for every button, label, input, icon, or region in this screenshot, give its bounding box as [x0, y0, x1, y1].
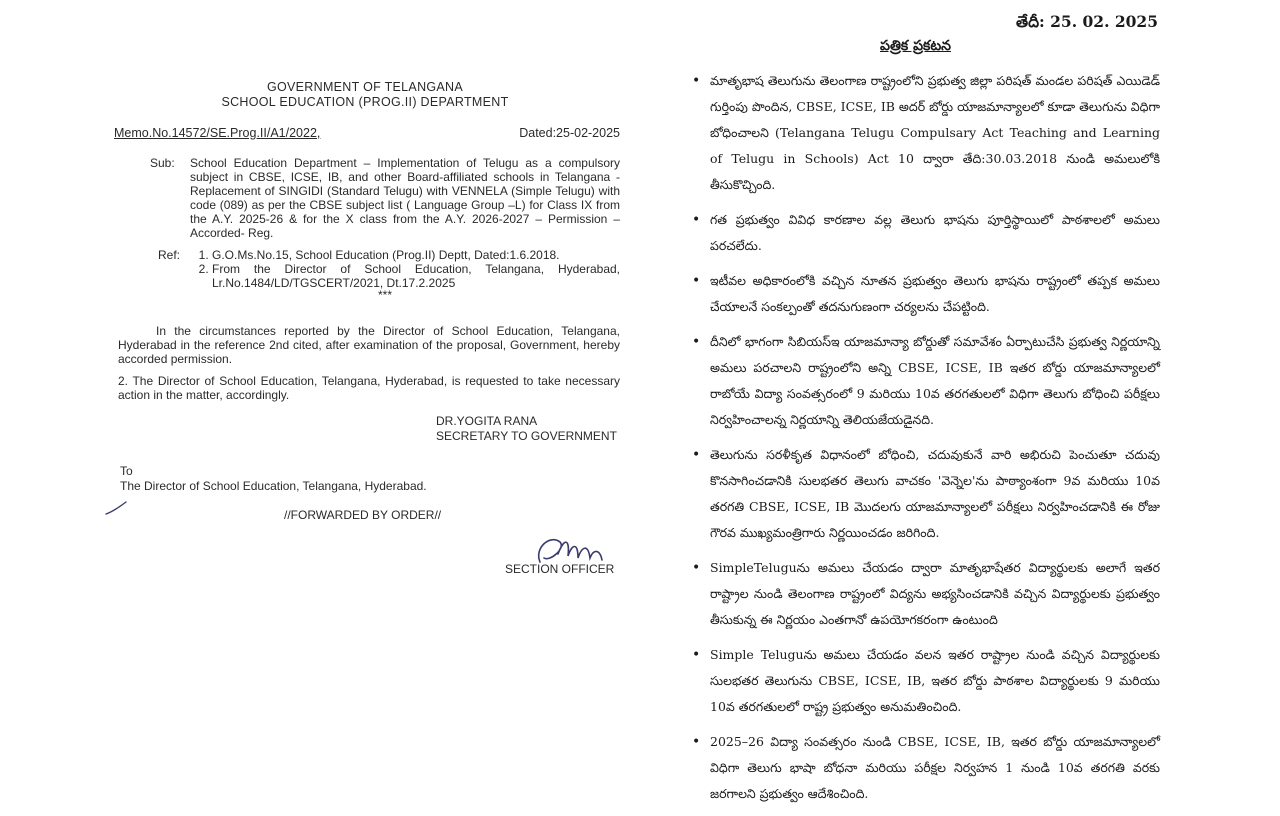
press-point: • మాతృభాష తెలుగును తెలంగాణ రాష్ట్రంలోని ప్రభుత్వ జిల్లా పరిషత్ మండల పరిషత్ ఎయిడెడ్ గుర్తింపు పొందిన, CBSE, ICSE, IB అదర్ బోర్డు యాజమాన్యాలలో కూడా తెలుగును విధిగా బోధించాలని (Telangana Telugu Compulsary Act Teaching and Learning of Telugu in Schools) Act 10 ద్వారా తేది:30.03.2018 నుండి అమలులోకి తీసుకొచ్చింది. [690, 68, 1160, 198]
press-point: • 2025–26 విద్యా సంవత్సరం నుండి CBSE, ICSE, IB, ఇతర బోర్డు యాజమాన్యాలలో విధిగా తెలుగు భాషా బోధనా మరియు పరీక్షల నిర్వహన 1 నుండి 10వ తరగతి వరకు జరగాలని ప్రభుత్వం ఆదేశించింది. [690, 729, 1160, 807]
press-date: తేదీ: 25. 02. 2025 [1016, 12, 1158, 31]
press-point: • Simple Teluguను అమలు చేయడం వలన ఇతర రాష్ట్రాల నుండి వచ్చిన విద్యార్థులకు సులభతర తెలుగును CBSE, ICSE, IB, ఇతర బోర్డు పాఠశాల విద్యార్థులకు 9 మరియు 10వ తరగతులలో రాష్ట్ర ప్రభుత్వం అనుమతించింది. [690, 642, 1160, 720]
government-memo [110, 80, 620, 578]
signature-block [110, 414, 620, 444]
memo-subject [110, 156, 620, 240]
memo-number: Memo.No.14572/SE.Prog.II/A1/2022, [114, 126, 321, 140]
memo-paragraph-2: 2. The Director of School Education, Telangana, Hyderabad, is requested to take necessary action in the matter, accordingly. [118, 374, 620, 402]
signatory-designation: SECRETARY TO GOVERNMENT [436, 429, 617, 443]
press-points [690, 68, 1160, 816]
press-point: • SimpleTeluguను అమలు చేయడం ద్వారా మాతృభాషేతర విద్యార్థులకు అలాగే ఇతర రాష్ట్రాల నుండి తెలంగాణ రాష్ట్రంలో విద్యను అభ్యసించడానికి వచ్చిన విద్యార్థులకు ప్రభుత్వం తీసుకున్న ఈ నిర్ణయం ఎంతగానో ఉపయోగకరంగా ఉంటుంది [690, 555, 1160, 633]
signatory-name: DR.YOGITA RANA [436, 414, 538, 428]
pen-tick-mark [104, 498, 134, 518]
reference-item: 2. From the Director of School Education, Telangana, Hyderabad, Lr.No.1484/LD/TGSCERT/2021, Dt.17.2.2025 [212, 262, 620, 290]
addressee: The Director of School Education, Telangana, Hyderabad. [120, 479, 427, 493]
press-point: • ఇటీవల అధికారంలోకి వచ్చిన నూతన ప్రభుత్వం తెలుగు భాషను రాష్ట్రంలో తప్పక అమలు చేయాలనే సంకల్పంతో తదనుగుణంగా చర్యలను చేపట్టింది. [690, 268, 1160, 320]
government-name: GOVERNMENT OF TELANGANA [266, 80, 464, 94]
reference-item: 1. G.O.Ms.No.15, School Education (Prog.II) Deptt, Dated:1.6.2018. [212, 248, 620, 262]
memo-paragraph-1: In the circumstances reported by the Director of School Education, Telangana, Hyderabad in the reference 2nd cited, after examination of the proposal, Government, hereby accorded permission. [118, 324, 620, 366]
section-officer-title: SECTION OFFICER [505, 562, 615, 576]
press-title: పత్రిక ప్రకటన [880, 38, 951, 54]
section-officer-block [110, 528, 620, 578]
forwarded-by-order: //FORWARDED BY ORDER// [284, 508, 442, 522]
subject-text: School Education Department – Implementation of Telugu as a compulsory subject in CBSE, ICSE, IB, and other Board-affiliated schools in Telangana - Replacement of SINGIDI (Standard Telugu) with VENNELA (Simple Telugu) with code (089) as per the CBSE subject list ( Language Group –L) for Class IX from the A.Y. 2025-26 & for the X class from the A.Y. 2026-2027 – Permission – Accorded- Reg. [190, 156, 620, 240]
reference-label: Ref: [158, 248, 181, 262]
memo-references [110, 248, 620, 290]
to-label: To [120, 464, 133, 478]
press-point: • తెలుగును సరళీకృత విధానంలో బోధించి, చదువుకునే వారి అభిరుచి పెంచుతూ చదువు కొనసాగించడానికి సులభతర తెలుగు వాచకం 'వెన్నెల'ను పాఠ్యాంశంగా 9వ మరియు 10వ తరగతి CBSE, ICSE, IB మొదలగు యాజమాన్యాలలో పరీక్షలు నిర్వహించడానికి ఈ రోజు గౌరవ ముఖ్యమంత్రిగారు నిర్ణయించడం జరిగింది. [690, 442, 1160, 546]
press-point: • దీనిలో భాగంగా సిబియస్ఇ యాజమాన్యా బోర్డుతో సమావేశం ఏర్పాటుచేసి ప్రభుత్వ నిర్ణయాన్ని అమలు పరచాలని రాష్ట్రంలోని అన్ని CBSE, ICSE, IB ఇతర బోర్డు యాజమాన్యాలలో రాబోయే విద్యా సంవత్సరంలో 9 మరియు 10వ తరగతులలో విధిగా తెలుగు బోధించి పరీక్షలు నిర్వహించాలన్న నిర్ణయాన్ని తెలియజేయడైనది. [690, 329, 1160, 433]
memo-date: Dated:25-02-2025 [519, 126, 620, 140]
department-name: SCHOOL EDUCATION (PROG.II) DEPARTMENT [221, 95, 509, 109]
subject-label: Sub: [150, 156, 175, 170]
press-point: • గత ప్రభుత్వం వివిధ కారణాల వల్ల తెలుగు భాషను పూర్తిస్థాయిలో పాఠశాలలో అమలు పరచలేదు. [690, 207, 1160, 259]
separator-stars: *** [377, 288, 392, 302]
memo-number-line [110, 126, 620, 140]
memo-header [110, 80, 620, 110]
addressee-block [110, 464, 620, 494]
